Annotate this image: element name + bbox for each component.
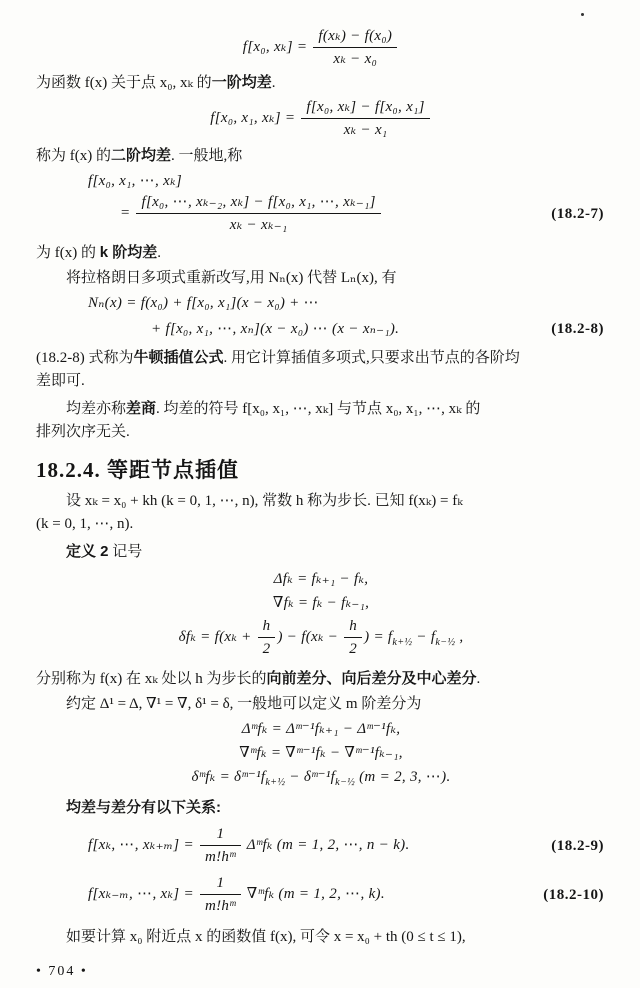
text-divided-difference-symmetry: 均差亦称差商. 均差的符号 f[x₀, x₁, ⋯, xₖ] 与节点 x₀, x₁, ⋯, xₖ 的 <box>66 400 481 417</box>
formula-backward-difference: ∇fₖ = fₖ − fₖ₋₁, <box>272 595 370 611</box>
page-number: • 704 • <box>36 964 88 979</box>
formula-first-order-divided-difference: f[x₀, xₖ] = $\frac{\text{f(xₖ) − f(x₀)}}{\text{xₖ − x₀}}$ <box>36 26 606 69</box>
equation-number-18-2-7: (18.2-7) <box>551 205 604 222</box>
equation-number-18-2-9: (18.2-9) <box>551 837 604 854</box>
text-relation-intro: 均差与差分有以下关系: <box>66 799 221 816</box>
text-definition-2: 定义 2 记号 <box>66 543 143 560</box>
formula-central-difference: δfₖ = f(xₖ + $\frac{h}{2}$ ) − f(xₖ − $\frac{h}{2}$ ) = $f_{k+\frac{1}{2}} - f_{k-\frac{1}{2}}$ , <box>178 618 464 657</box>
section-heading-18-2-4: 18.2.4. 等距节点插值 <box>36 458 239 482</box>
formula-mth-forward-difference: Δᵐfₖ = Δᵐ⁻¹fₖ₊₁ − Δᵐ⁻¹fₖ, <box>241 721 401 737</box>
formula-mth-backward-difference: ∇ᵐfₖ = ∇ᵐ⁻¹fₖ − ∇ᵐ⁻¹fₖ₋₁, <box>239 745 403 761</box>
equation-number-18-2-8: (18.2-8) <box>551 321 604 337</box>
text-difference-names: 分别称为 f(x) 在 xₖ 处以 h 为步长的向前差分、向后差分及中心差分. <box>36 670 481 687</box>
text-k-order-definition: 为 f(x) 的 k 阶均差. <box>36 244 162 261</box>
text-divided-difference-symmetry-cont: 排列次序无关. <box>36 424 130 440</box>
formula-mth-central-difference: δᵐfₖ = $\delta ᵐ^{-1}f_{k+\frac{1}{2}}$ − $\delta ᵐ^{-1}f_{k-\frac{1}{2}}$ (m = 2, 3, ⋯). <box>191 769 451 788</box>
formula-18-2-7-body: = $\frac{\text{f[x₀, ⋯, xₖ₋₂, xₖ] − f[x₀, x₁, ⋯, xₖ₋₁]}}{\text{xₖ − xₖ₋₁}}$ <box>120 205 383 221</box>
text-compute-nearby-value: 如要计算 x₀ 附近点 x 的函数值 f(x), 可令 x = x₀ + th (0 ≤ t ≤ 1), <box>66 929 466 945</box>
formula-second-order-divided-difference: f[x₀, x₁, xₖ] = $\frac{\text{f[x₀, xₖ] − f[x₀, x₁]}}{\text{xₖ − x₁}}$ <box>36 97 606 140</box>
text-equidistant-setup-cont: (k = 0, 1, ⋯, n). <box>36 516 134 532</box>
text-second-order-definition: 称为 f(x) 的二阶均差. 一般地,称 <box>36 147 243 164</box>
formula-18-2-7-lhs: f[x₀, x₁, ⋯, xₖ] <box>88 173 183 189</box>
text-equidistant-setup: 设 xₖ = x₀ + kh (k = 0, 1, ⋯, n), 常数 h 称为步长. 已知 f(xₖ) = fₖ <box>66 493 463 509</box>
formula-forward-difference: Δfₖ = fₖ₊₁ − fₖ, <box>273 571 369 587</box>
formula-18-2-8-line1: Nₙ(x) = f(x₀) + f[x₀, x₁](x − x₀) + ⋯ <box>88 295 319 311</box>
formula-18-2-8-line2 <box>36 318 606 340</box>
equation-number-18-2-10: (18.2-10) <box>543 886 604 903</box>
formula-18-2-7-rhs <box>36 192 606 235</box>
scan-speck-dot <box>581 13 584 16</box>
formula-18-2-10 <box>36 873 606 916</box>
text-newton-formula-name-cont: 差即可. <box>36 373 85 389</box>
text-newton-formula-name: (18.2-8) 式称为牛顿插值公式. 用它计算插值多项式,只要求出节点的各阶均 <box>36 349 520 366</box>
formula-18-2-9-body: f[xₖ, ⋯, xₖ₊ₘ] = $\frac{1}{\text{m!hᵐ}}$ Δᵐfₖ (m = 1, 2, ⋯, n − k). <box>88 826 410 865</box>
formula-18-2-8-body: + f[x₀, x₁, ⋯, xₙ](x − x₀) ⋯ (x − xₙ₋₁). <box>151 321 400 337</box>
text-mth-order-convention: 约定 Δ¹ = Δ, ∇¹ = ∇, δ¹ = δ, 一般地可以定义 m 阶差分为 <box>66 696 422 712</box>
formula-18-2-10-body: f[xₖ₋ₘ, ⋯, xₖ] = $\frac{1}{\text{m!hᵐ}}$ ∇ᵐfₖ (m = 1, 2, ⋯, k). <box>88 875 385 914</box>
text-first-order-definition: 为函数 f(x) 关于点 x₀, xₖ 的一阶均差. <box>36 74 276 91</box>
text-newton-rewrite-intro: 将拉格朗日多项式重新改写,用 Nₙ(x) 代替 Lₙ(x), 有 <box>66 270 397 286</box>
formula-18-2-9 <box>36 824 606 867</box>
